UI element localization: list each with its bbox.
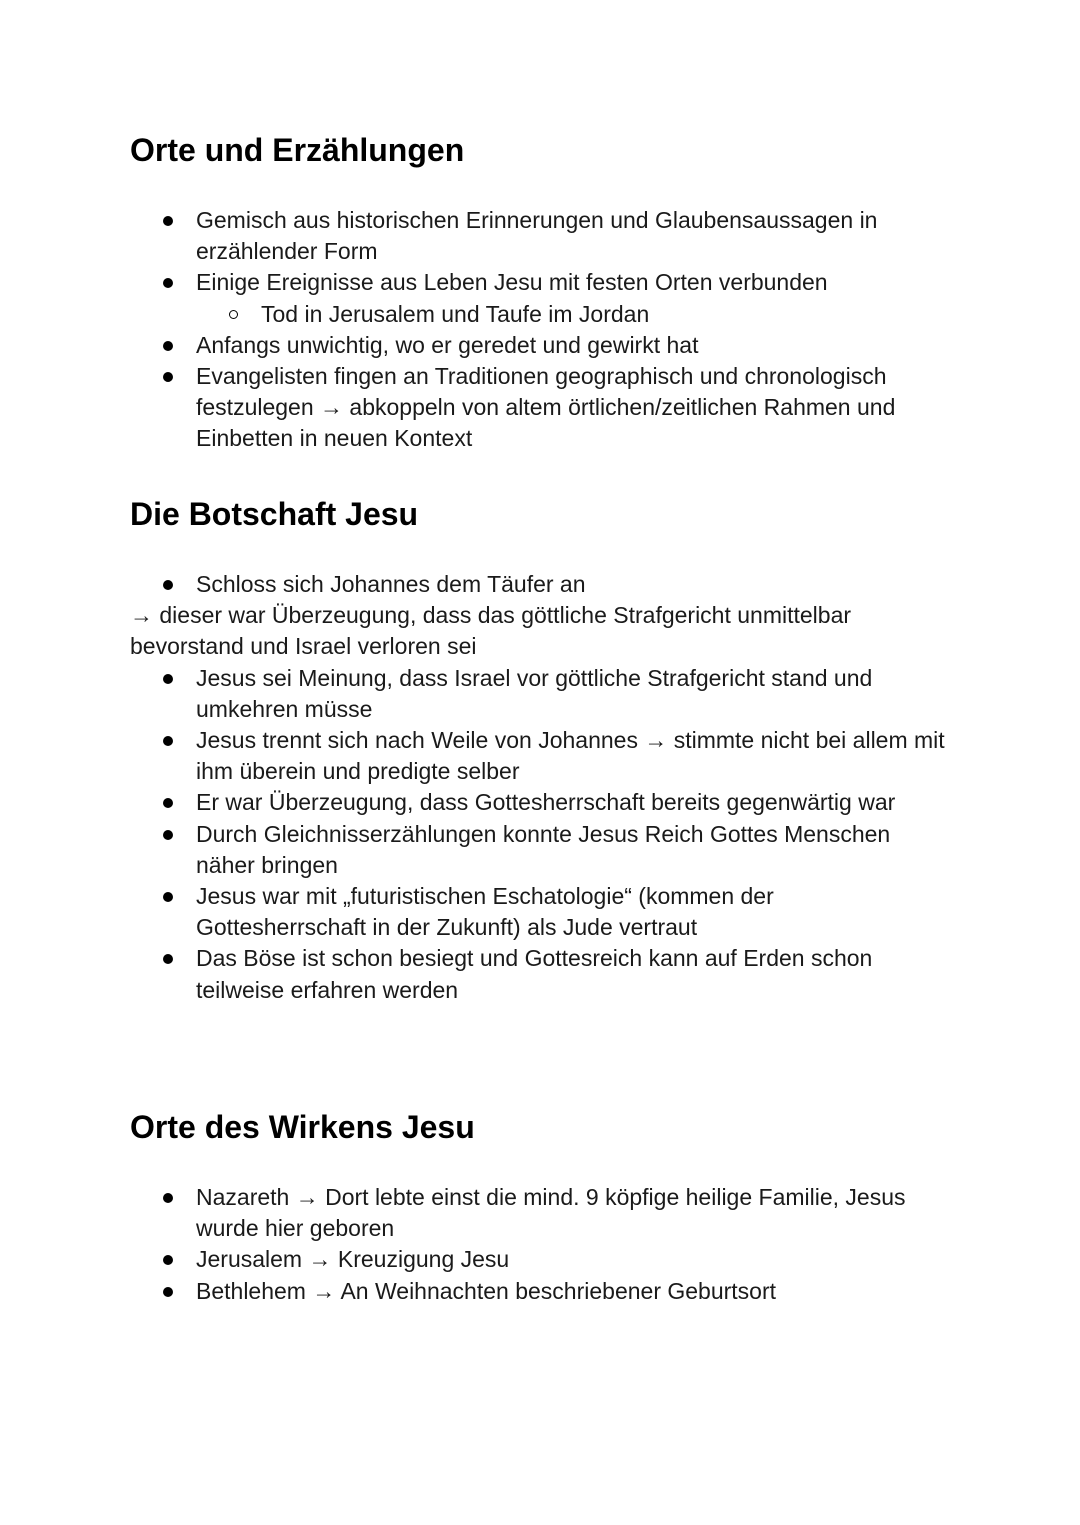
paragraph-text: → dieser war Überzeugung, dass das göttliche Strafgericht unmittelbar bevorstand und Israel verloren sei: [130, 602, 852, 660]
list-item: [130, 569, 950, 600]
bullet-icon: [163, 830, 173, 840]
list-item-text: Das Böse ist schon besiegt und Gottesreich kann auf Erden schon teilweise erfahren werden: [196, 945, 873, 1003]
list-item: [130, 267, 950, 298]
list-item-text: Jerusalem → Kreuzigung Jesu: [196, 1246, 510, 1273]
list-item-text: Nazareth → Dort lebte einst die mind. 9 köpfige heilige Familie, Jesus wurde hier geboren: [196, 1184, 906, 1242]
bullet-icon: [163, 341, 173, 351]
sub-list-item: [130, 299, 950, 330]
bullet-icon: [163, 674, 173, 684]
list-item-text: Bethlehem → An Weihnachten beschriebener Geburtsort: [196, 1277, 777, 1304]
list-item-text: Jesus sei Meinung, dass Israel vor göttliche Strafgericht stand und umkehren müsse: [196, 664, 873, 722]
list-item-text: Gemisch aus historischen Erinnerungen und Glaubensaussagen in erzählender Form: [196, 207, 878, 265]
list-item: [130, 361, 950, 455]
list-item: [130, 1244, 950, 1275]
hollow-bullet-icon: [229, 310, 238, 319]
section-die-botschaft-jesu: [130, 494, 950, 1006]
bullet-icon: [163, 216, 173, 226]
list-item: [130, 725, 950, 787]
bullet-icon: [163, 372, 173, 382]
bullet-icon: [163, 580, 173, 590]
section-heading: Die Botschaft Jesu: [130, 496, 419, 532]
section-heading: Orte und Erzählungen: [130, 132, 465, 168]
section-orte-und-erzaehlungen: [130, 130, 950, 455]
list-item-text: Jesus war mit „futuristischen Eschatologie“ (kommen der Gottesherrschaft in der Zukunft) als Jude vertraut: [196, 883, 774, 941]
list-item: [130, 663, 950, 725]
bullet-icon: [163, 892, 173, 902]
bullet-icon: [163, 954, 173, 964]
list-item: [130, 205, 950, 267]
bullet-icon: [163, 1255, 173, 1265]
list-item: [130, 819, 950, 881]
list-item: [130, 330, 950, 361]
list-item: [130, 881, 950, 943]
bullet-icon: [163, 736, 173, 746]
bullet-icon: [163, 1193, 173, 1203]
list-item-text: Anfangs unwichtig, wo er geredet und gewirkt hat: [196, 331, 699, 358]
list-item: [130, 1276, 950, 1307]
section-orte-des-wirkens-jesu: [130, 1107, 950, 1307]
list-item: [130, 1182, 950, 1244]
list-item-text: Durch Gleichnisserzählungen konnte Jesus Reich Gottes Menschen näher bringen: [196, 820, 891, 878]
list-item: [130, 943, 950, 1005]
list-item-text: Jesus trennt sich nach Weile von Johannes → stimmte nicht bei allem mit ihm überein und predigte selber: [196, 727, 945, 785]
bullet-icon: [163, 1287, 173, 1297]
list-item-text: Einige Ereignisse aus Leben Jesu mit festen Orten verbunden: [196, 269, 828, 296]
list-item-text: Tod in Jerusalem und Taufe im Jordan: [261, 300, 650, 327]
list-item-text: Schloss sich Johannes dem Täufer an: [196, 571, 586, 597]
bullet-icon: [163, 798, 173, 808]
list-item-text: Er war Überzeugung, dass Gottesherrschaft bereits gegenwärtig war: [196, 789, 896, 816]
list-item: [130, 787, 950, 818]
bullet-icon: [163, 278, 173, 288]
section-heading: Orte des Wirkens Jesu: [130, 1109, 475, 1145]
list-item-text: Evangelisten fingen an Traditionen geographisch und chronologisch festzulegen → abkoppeln von altem örtlichen/zeitlichen Rahmen und Einbetten in neuen Kontext: [196, 363, 896, 452]
